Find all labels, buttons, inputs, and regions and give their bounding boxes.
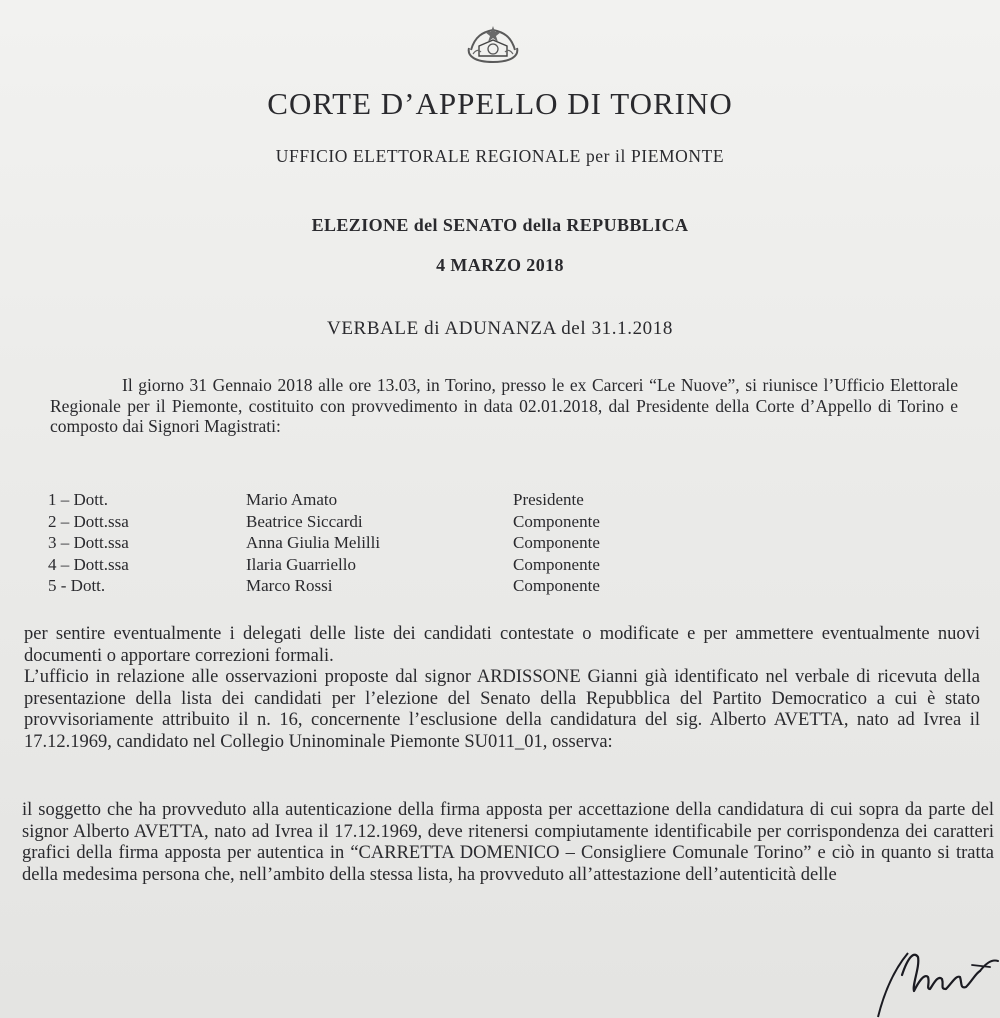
list-item	[48, 532, 673, 554]
election-date: 4 MARZO 2018	[436, 255, 564, 275]
magistrates-list	[48, 489, 673, 597]
member-title: 3 – Dott.ssa	[48, 533, 129, 552]
body-section-2	[22, 800, 994, 886]
member-title: 2 – Dott.ssa	[48, 511, 129, 531]
office-title: UFFICIO ELETTORALE REGIONALE per il PIEMONTE	[275, 146, 725, 166]
intro-text: Il giorno 31 Gennaio 2018 alle ore 13.03, in Torino, presso le ex Carceri “Le Nuove”, si riunisce l’Ufficio Elettorale Regionale per il Piemonte, costituito con provvedimento in data 02.01.2018, dal Presidente della Corte d’Appello di Torino e composto dai Signori Magistrati:	[50, 375, 958, 436]
election-title: ELEZIONE del SENATO della REPUBBLICA	[311, 215, 689, 235]
handwritten-signature	[868, 945, 1000, 1018]
member-role: Componente	[513, 554, 600, 574]
member-title: 4 – Dott.ssa	[48, 554, 129, 574]
member-title: 1 – Dott.	[48, 490, 108, 509]
paragraph-observations: L’ufficio in relazione alle osservazioni proposte dal signor ARDISSONE Gianni già identificato nel verbale di ricevuta della presentazione della lista dei candidati per l’elezione del Senato della Repubblica del Partito Democratico a cui è stato provvisoriamente attribuito il n. 16, concernente l’esclusione della candidatura del sig. Alberto AVETTA, nato ad Ivrea il 17.12.1969, candidato nel Collegio Uninominale Piemonte SU011_01, osserva:	[24, 667, 980, 752]
intro-paragraph	[50, 375, 958, 437]
member-role: Componente	[513, 576, 600, 595]
member-name: Ilaria Guarriello	[246, 554, 356, 574]
member-role: Presidente	[513, 490, 584, 509]
court-title: CORTE D’APPELLO DI TORINO	[267, 86, 733, 121]
paragraph-hearing: per sentire eventualmente i delegati delle liste dei candidati contestate o modificate e per ammettere eventualmente nuovi documenti o apportare correzioni formali.	[24, 624, 980, 666]
minutes-title: VERBALE di ADUNANZA del 31.1.2018	[327, 318, 673, 339]
member-name: Beatrice Siccardi	[246, 511, 363, 531]
member-title: 5 - Dott.	[48, 576, 106, 595]
member-name: Marco Rossi	[246, 576, 333, 595]
list-item	[48, 511, 673, 533]
paragraph-authentication: il soggetto che ha provveduto alla autenticazione della firma apposta per accettazione della candidatura di cui sopra da parte del signor Alberto AVETTA, nato ad Ivrea il 17.12.1969, deve ritenersi compiutamente identificabile per corrispondenza dei caratteri grafici della firma apposta per autentica in “CARRETTA DOMENICO – Consigliere Comunale Torino” e ciò in quanto si tratta della medesima persona che, nell’ambito della stessa lista, ha provveduto all’attestazione dell’autenticità delle	[22, 800, 994, 885]
member-role: Componente	[513, 533, 600, 552]
list-item	[48, 575, 673, 597]
list-item	[48, 554, 673, 576]
member-role: Componente	[513, 511, 600, 531]
member-name: Mario Amato	[246, 490, 338, 509]
list-item	[48, 489, 673, 511]
body-section-1	[24, 624, 980, 753]
member-name: Anna Giulia Melilli	[246, 533, 381, 552]
republic-emblem-icon	[465, 18, 521, 64]
